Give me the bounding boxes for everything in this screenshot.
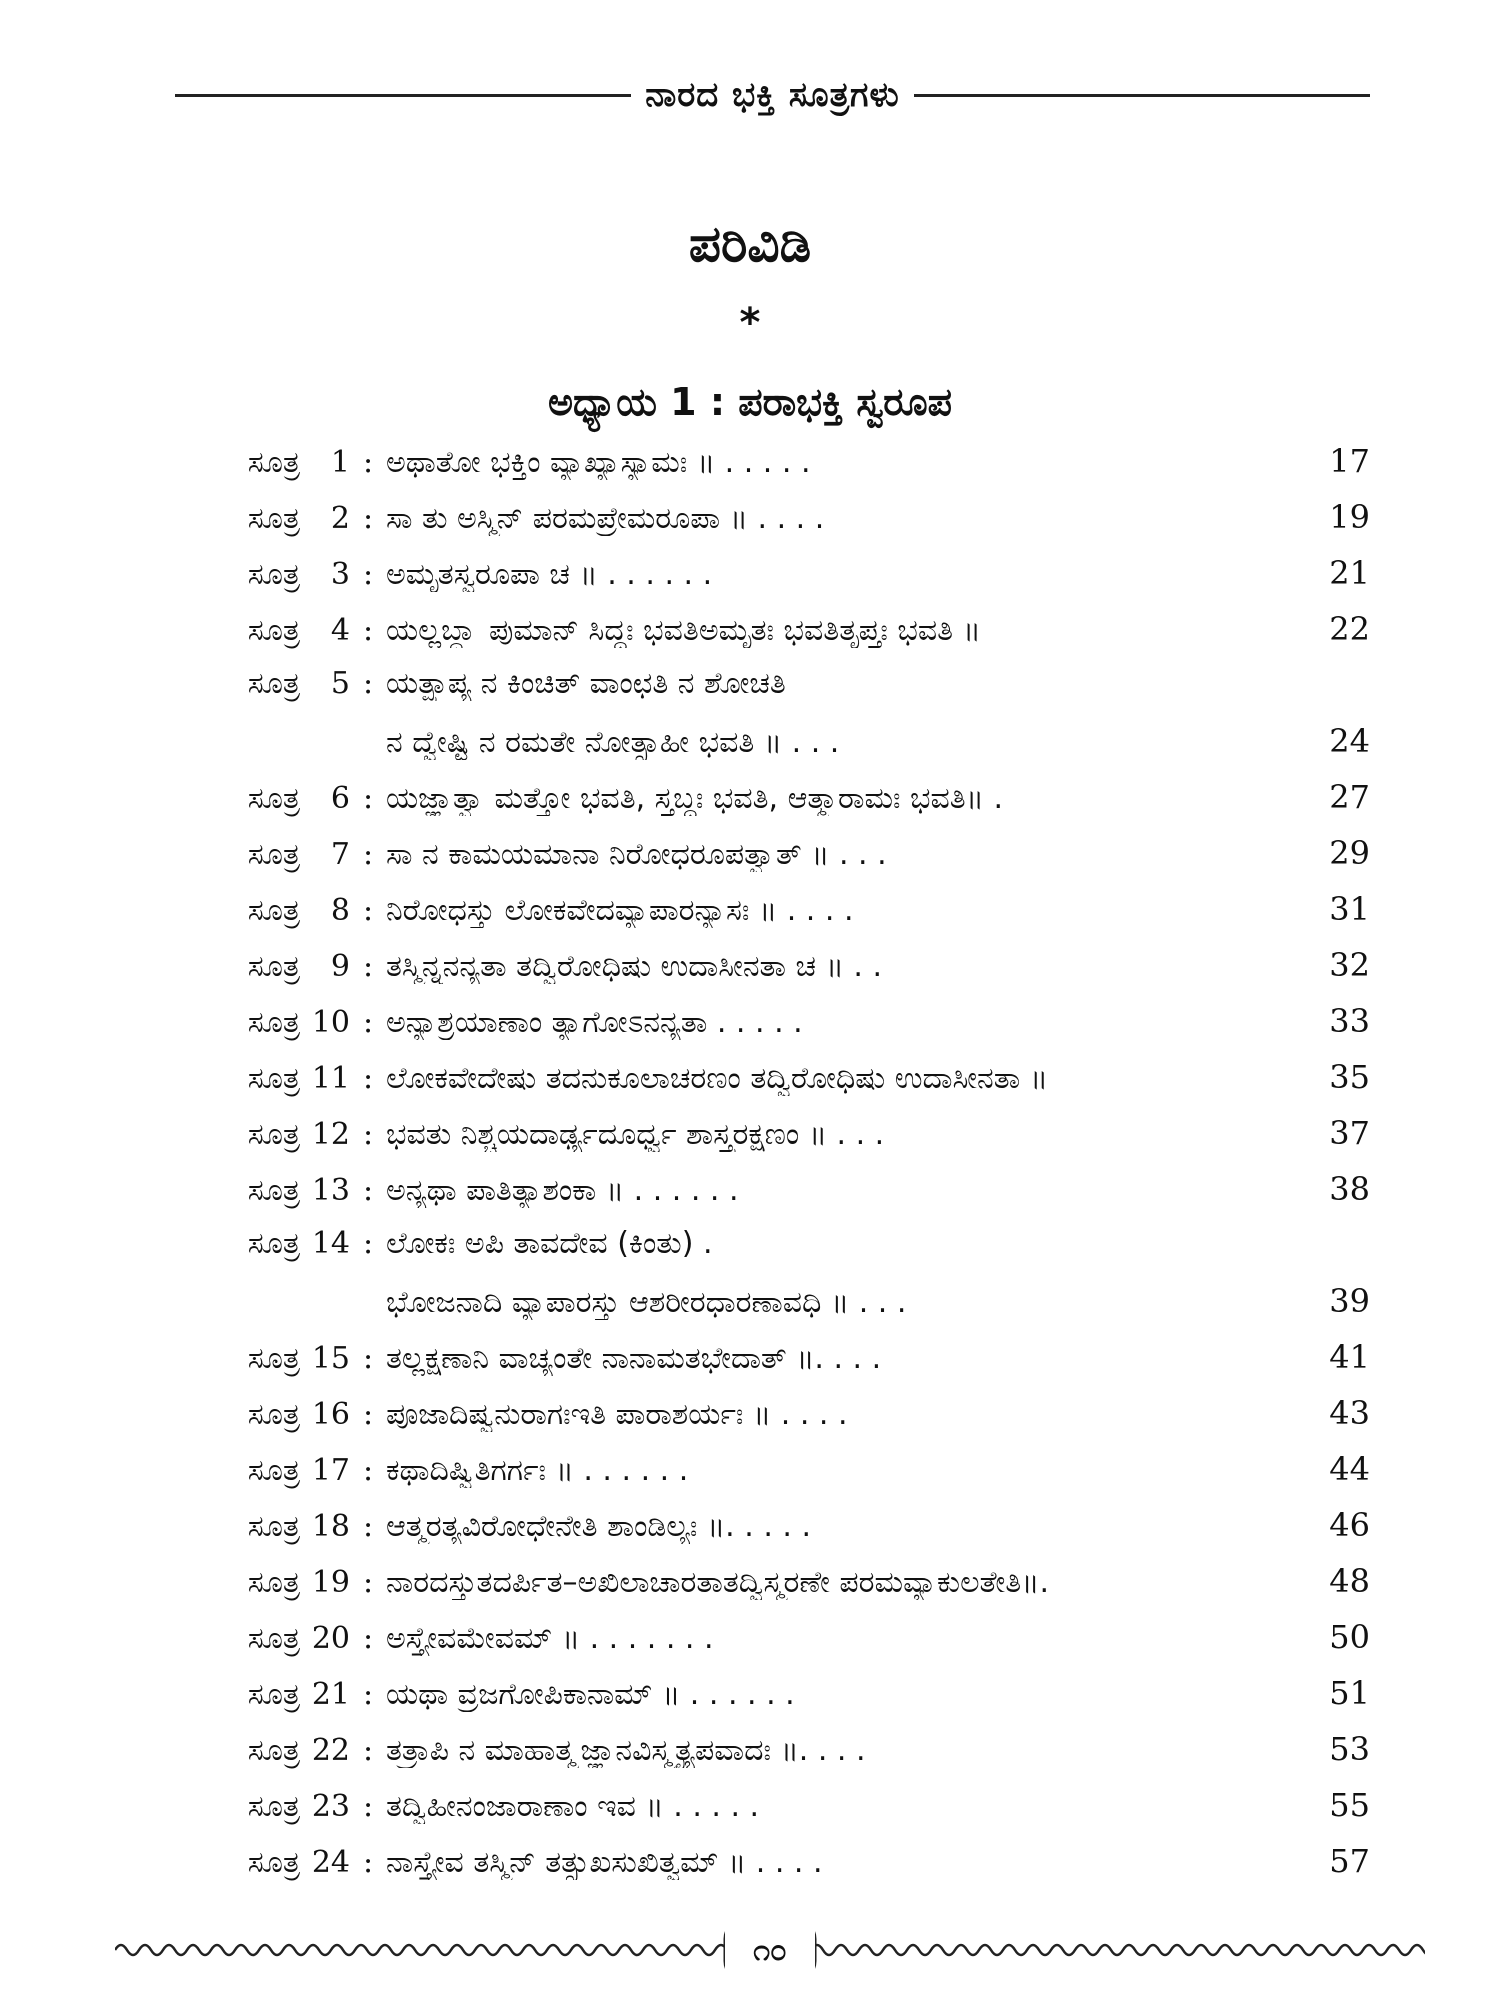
separator: : — [362, 445, 374, 480]
sutra-text: ಯಲ್ಲಬ್ಧ್ವಾ ಪುಮಾನ್ ಸಿದ್ಧಃ ಭವತಿಅಮೃತಃ ಭವತಿತೃಪ್ತಃ ಭವತಿ ॥ — [386, 613, 981, 648]
sutra-number: 8 — [330, 893, 350, 928]
sutra-number: 6 — [330, 781, 350, 816]
sutra-text: ತಸ್ಮಿನ್ನನನ್ಯತಾ ತದ್ವಿರೋಧಿಷು ಉದಾಸೀನತಾ ಚ ॥ . . — [386, 949, 883, 984]
separator: : — [362, 1117, 374, 1152]
toc-entry — [160, 834, 1370, 890]
sutra-text: ಯಥಾ ವ್ರಜಗೋಪಿಕಾನಾಮ್ ॥ . . . . . . — [386, 1677, 795, 1712]
toc-entry — [160, 1618, 1370, 1674]
page-ref: 44 — [1329, 1450, 1370, 1488]
sutra-label — [160, 893, 350, 928]
sutra-label — [160, 1341, 350, 1376]
page-footer — [115, 1915, 1425, 1985]
toc-entry — [160, 1226, 1370, 1282]
toc-entry — [160, 722, 1370, 778]
sutra-text: ಲೋಕಃ ಅಪಿ ತಾವದೇವ (ಕಿಂತು) . — [386, 1226, 713, 1261]
page-ref: 57 — [1329, 1842, 1370, 1880]
toc-entry — [160, 1058, 1370, 1114]
sutra-number: 7 — [330, 837, 350, 872]
sutra-label — [160, 557, 350, 592]
sutra-word: ಸೂತ್ರ — [247, 1565, 300, 1600]
sutra-word: ಸೂತ್ರ — [247, 781, 300, 816]
separator: : — [362, 1565, 374, 1600]
sutra-text: ಅಸ್ತ್ಯೇವಮೇವಮ್ ॥ . . . . . . . — [386, 1621, 714, 1656]
separator: : — [362, 1061, 374, 1096]
toc-entry — [160, 442, 1370, 498]
page-ref: 19 — [1329, 498, 1370, 536]
sutra-label — [160, 1565, 350, 1600]
sutra-label — [160, 837, 350, 872]
separator: : — [362, 1845, 374, 1880]
sutra-number: 4 — [330, 613, 350, 648]
sutra-number: 21 — [311, 1677, 350, 1712]
sutra-word: ಸೂತ್ರ — [247, 1341, 300, 1376]
page-ref: 29 — [1329, 834, 1370, 872]
separator: : — [362, 1621, 374, 1656]
sutra-label — [160, 1061, 350, 1096]
sutra-text: ಯಜ್ಞಾತ್ವಾ ಮತ್ತೋ ಭವತಿ, ಸ್ತಬ್ಧಃ ಭವತಿ, ಆತ್ಮಾರಾಮಃ ಭವತಿ॥ . — [386, 781, 1004, 816]
sutra-text: ಲೋಕವೇದೇಷು ತದನುಕೂಲಾಚರಣಂ ತದ್ವಿರೋಧಿಷು ಉದಾಸೀನತಾ ॥ — [386, 1061, 1049, 1096]
toc-entry — [160, 946, 1370, 1002]
sutra-text: ಆತ್ಮರತ್ಯವಿರೋಧೇನೇತಿ ಶಾಂಡಿಲ್ಯಃ ॥. . . . . — [386, 1509, 811, 1544]
page-ref: 48 — [1329, 1562, 1370, 1600]
separator: : — [362, 1789, 374, 1824]
page-ref: 55 — [1329, 1786, 1370, 1824]
toc-entry — [160, 1170, 1370, 1226]
sutra-word: ಸೂತ್ರ — [247, 1677, 300, 1712]
separator: : — [362, 1397, 374, 1432]
sutra-number: 9 — [330, 949, 350, 984]
toc-entry — [160, 1394, 1370, 1450]
page-number: ೧೦ — [725, 1917, 815, 1983]
sutra-text: ಯತ್ಪ್ರಾಪ್ಯ ನ ಕಿಂಚಿತ್ ವಾಂಛತಿ ನ ಶೋಚತಿ — [386, 666, 786, 701]
separator: : — [362, 613, 374, 648]
sutra-word: ಸೂತ್ರ — [247, 1005, 300, 1040]
separator: : — [362, 1733, 374, 1768]
sutra-word: ಸೂತ್ರ — [247, 1453, 300, 1488]
toc-entry — [160, 778, 1370, 834]
sutra-text: ತದ್ವಿಹೀನಂಜಾರಾಣಾಂ ಇವ ॥ . . . . . — [386, 1789, 760, 1824]
sutra-text: ಕಥಾದಿಷ್ವಿತಿಗರ್ಗಃ ॥ . . . . . . — [386, 1453, 689, 1488]
sutra-word: ಸೂತ್ರ — [247, 1509, 300, 1544]
sutra-label — [160, 1733, 350, 1768]
page-ref: 38 — [1329, 1170, 1370, 1208]
page-ref: 21 — [1329, 554, 1370, 592]
sutra-label — [160, 1005, 350, 1040]
sutra-number: 18 — [311, 1509, 350, 1544]
sutra-label — [160, 445, 350, 480]
separator: : — [362, 1509, 374, 1544]
sutra-text: ಭೋಜನಾದಿ ವ್ಯಾಪಾರಸ್ತು ಆಶರೀರಧಾರಣಾವಧಿ ॥ . . . — [386, 1285, 907, 1320]
page-ref: 51 — [1329, 1674, 1370, 1712]
sutra-word: ಸೂತ್ರ — [247, 1845, 300, 1880]
sutra-label — [160, 666, 350, 701]
page-ref: 31 — [1329, 890, 1370, 928]
sutra-label — [160, 1173, 350, 1208]
sutra-number: 24 — [311, 1845, 350, 1880]
separator: : — [362, 557, 374, 592]
toc-entry — [160, 1786, 1370, 1842]
section-title: ಪರಿವಿಡಿ — [688, 215, 812, 273]
sutra-label — [160, 1789, 350, 1824]
toc-entry — [160, 1114, 1370, 1170]
sutra-number: 16 — [311, 1397, 350, 1432]
sutra-number: 15 — [311, 1341, 350, 1376]
page-ref: 53 — [1329, 1730, 1370, 1768]
sutra-label — [160, 1226, 350, 1261]
sutra-text: ಸಾ ನ ಕಾಮಯಮಾನಾ ನಿರೋಧರೂಪತ್ವಾತ್ ॥ . . . — [386, 837, 887, 872]
sutra-text: ಅನ್ಯಾಶ್ರಯಾಣಾಂ ತ್ಯಾಗೋಽನನ್ಯತಾ . . . . . — [386, 1005, 803, 1040]
sutra-number: 11 — [311, 1061, 350, 1096]
toc-entry — [160, 1842, 1370, 1898]
sutra-number: 1 — [330, 445, 350, 480]
page-ref: 22 — [1329, 610, 1370, 648]
sutra-text: ನಾಸ್ತ್ಯೇವ ತಸ್ಮಿನ್ ತತ್ಸುಖಸುಖಿತ್ವಮ್ ॥ . . . . — [386, 1845, 823, 1880]
toc-entry — [160, 890, 1370, 946]
header-rule-right — [914, 94, 1370, 97]
sutra-label — [160, 781, 350, 816]
sutra-word: ಸೂತ್ರ — [247, 445, 300, 480]
sutra-word: ಸೂತ್ರ — [247, 1733, 300, 1768]
toc-entry — [160, 1338, 1370, 1394]
asterisk-ornament: * — [739, 300, 761, 346]
sutra-number: 14 — [311, 1226, 350, 1261]
toc-entry — [160, 666, 1370, 722]
sutra-word: ಸೂತ್ರ — [247, 1789, 300, 1824]
sutra-label — [160, 1117, 350, 1152]
page-ref: 33 — [1329, 1002, 1370, 1040]
sutra-number: 2 — [330, 501, 350, 536]
sutra-label — [160, 1397, 350, 1432]
sutra-word: ಸೂತ್ರ — [247, 501, 300, 536]
separator: : — [362, 1453, 374, 1488]
sutra-number: 13 — [311, 1173, 350, 1208]
sutra-word: ಸೂತ್ರ — [247, 666, 300, 701]
sutra-text: ಭವತು ನಿಶ್ಚಯದಾರ್ಢ್ಯದೂರ್ಧ್ವ ಶಾಸ್ತ್ರರಕ್ಷಣಂ ॥ . . . — [386, 1117, 885, 1152]
toc-entry — [160, 610, 1370, 666]
separator: : — [362, 666, 374, 701]
separator: : — [362, 1005, 374, 1040]
page-ref: 35 — [1329, 1058, 1370, 1096]
sutra-word: ಸೂತ್ರ — [247, 557, 300, 592]
toc-entry — [160, 554, 1370, 610]
sutra-word: ಸೂತ್ರ — [247, 1173, 300, 1208]
sutra-text: ನಿರೋಧಸ್ತು ಲೋಕವೇದವ್ಯಾಪಾರನ್ಯಾಸಃ ॥ . . . . — [386, 893, 854, 928]
sutra-text: ತತ್ರಾಪಿ ನ ಮಾಹಾತ್ಮ್ಯಜ್ಞಾನವಿಸ್ಮೃತ್ಯಪವಾದಃ ॥. . . . — [386, 1733, 866, 1768]
sutra-text: ನ ದ್ವೇಷ್ಟಿ ನ ರಮತೇ ನೋತ್ಸಾಹೀ ಭವತಿ ॥ . . . — [386, 725, 840, 760]
sutra-text: ಅನ್ಯಥಾ ಪಾತಿತ್ಯಾಶಂಕಾ ॥ . . . . . . — [386, 1173, 739, 1208]
sutra-number: 10 — [311, 1005, 350, 1040]
page-ref: 24 — [1329, 722, 1370, 760]
separator: : — [362, 501, 374, 536]
sutra-word: ಸೂತ್ರ — [247, 613, 300, 648]
page-ref: 32 — [1329, 946, 1370, 984]
page-ref: 43 — [1329, 1394, 1370, 1432]
sutra-text: ಸಾ ತು ಅಸ್ಮಿನ್ ಪರಮಪ್ರೇಮರೂಪಾ ॥ . . . . — [386, 501, 825, 536]
toc-entry — [160, 1562, 1370, 1618]
separator: : — [362, 893, 374, 928]
page-ref: 17 — [1329, 442, 1370, 480]
sutra-text: ಅಮೃತಸ್ವರೂಪಾ ಚ ॥ . . . . . . — [386, 557, 713, 592]
sutra-label — [160, 1677, 350, 1712]
sutra-label — [160, 949, 350, 984]
sutra-number: 17 — [311, 1453, 350, 1488]
sutra-number: 5 — [330, 666, 350, 701]
sutra-label — [160, 1621, 350, 1656]
sutra-word: ಸೂತ್ರ — [247, 1061, 300, 1096]
sutra-label — [160, 1453, 350, 1488]
sutra-label — [160, 613, 350, 648]
sutra-text: ನಾರದಸ್ತುತದರ್ಪಿತ–ಅಖಿಲಾಚಾರತಾತದ್ವಿಸ್ಮರಣೇ ಪರಮವ್ಯಾಕುಲತೇತಿ॥. — [386, 1565, 1049, 1600]
sutra-text: ಅಥಾತೋ ಭಕ್ತಿಂ ವ್ಯಾಖ್ಯಾಸ್ಯಾಮಃ ॥ . . . . . — [386, 445, 811, 480]
running-header-title: ನಾರದ ಭಕ್ತಿ ಸೂತ್ರಗಳು — [645, 75, 900, 115]
toc-entry — [160, 1450, 1370, 1506]
sutra-word: ಸೂತ್ರ — [247, 893, 300, 928]
sutra-label — [160, 501, 350, 536]
page-ref: 37 — [1329, 1114, 1370, 1152]
separator: : — [362, 1173, 374, 1208]
page-ref: 50 — [1329, 1618, 1370, 1656]
separator: : — [362, 1226, 374, 1261]
toc-entry — [160, 1002, 1370, 1058]
sutra-number: 19 — [311, 1565, 350, 1600]
sutra-word: ಸೂತ್ರ — [247, 1117, 300, 1152]
page-ref: 46 — [1329, 1506, 1370, 1544]
page-ref: 27 — [1329, 778, 1370, 816]
toc-entry — [160, 1282, 1370, 1338]
sutra-text: ಪೂಜಾದಿಷ್ವನುರಾಗಃಇತಿ ಪಾರಾಶರ್ಯಃ ॥ . . . . — [386, 1397, 848, 1432]
sutra-number: 22 — [311, 1733, 350, 1768]
sutra-word: ಸೂತ್ರ — [247, 1397, 300, 1432]
sutra-number: 20 — [311, 1621, 350, 1656]
sutra-text: ತಲ್ಲಕ್ಷಣಾನಿ ವಾಚ್ಯಂತೇ ನಾನಾಮತಭೇದಾತ್ ॥. . . . — [386, 1341, 882, 1376]
separator: : — [362, 1341, 374, 1376]
separator: : — [362, 949, 374, 984]
separator: : — [362, 781, 374, 816]
chapter-heading: ಅಧ್ಯಾಯ 1 : ಪರಾಭಕ್ತಿ ಸ್ವರೂಪ — [547, 380, 953, 424]
sutra-word: ಸೂತ್ರ — [247, 949, 300, 984]
sutra-label — [160, 1845, 350, 1880]
sutra-number: 23 — [311, 1789, 350, 1824]
sutra-word: ಸೂತ್ರ — [247, 1226, 300, 1261]
sutra-word: ಸೂತ್ರ — [247, 837, 300, 872]
separator: : — [362, 837, 374, 872]
toc-entry — [160, 1730, 1370, 1786]
header-rule-left — [175, 94, 631, 97]
sutra-number: 12 — [311, 1117, 350, 1152]
page-ref: 41 — [1329, 1338, 1370, 1376]
table-of-contents — [160, 442, 1370, 1898]
toc-entry — [160, 1674, 1370, 1730]
running-header — [175, 70, 1370, 120]
toc-entry — [160, 1506, 1370, 1562]
sutra-label — [160, 1509, 350, 1544]
toc-entry — [160, 498, 1370, 554]
page-ref: 39 — [1329, 1282, 1370, 1320]
sutra-number: 3 — [330, 557, 350, 592]
sutra-word: ಸೂತ್ರ — [247, 1621, 300, 1656]
separator: : — [362, 1677, 374, 1712]
